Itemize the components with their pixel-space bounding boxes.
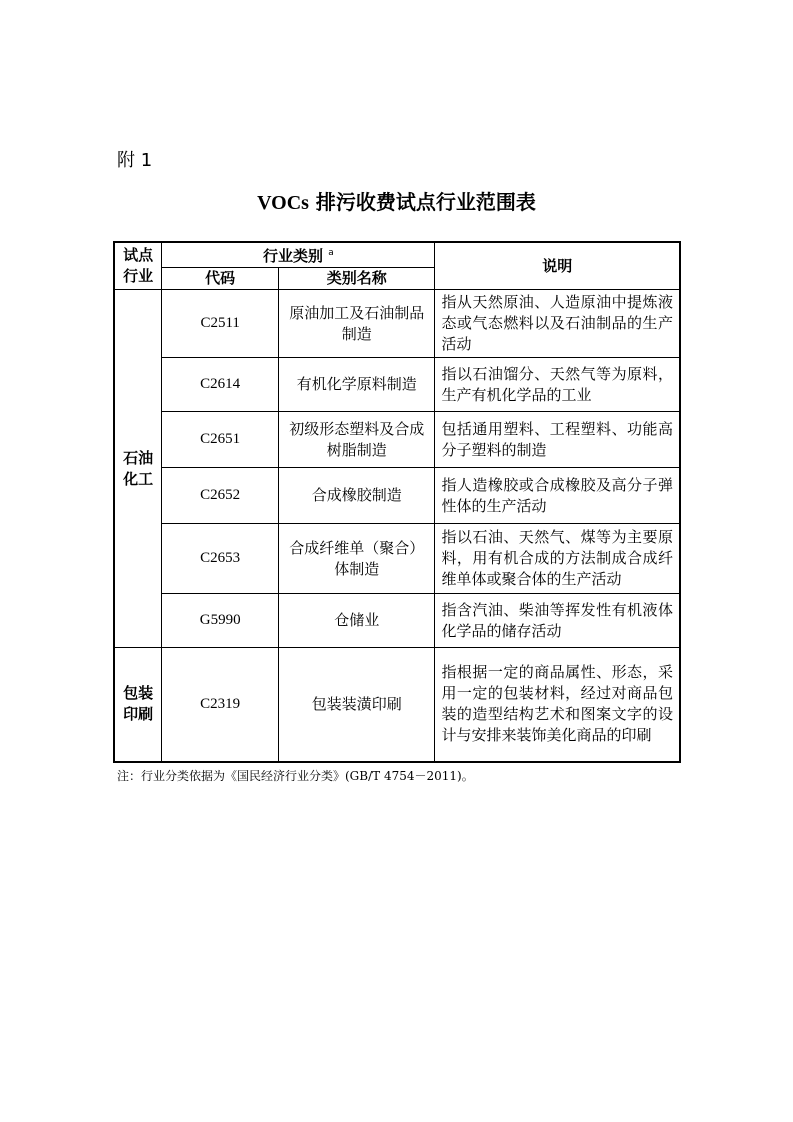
header-category-group-label: 行业类别 [263, 247, 324, 265]
row-name: 有机化学原料制造 [278, 358, 434, 412]
table-row [114, 648, 680, 762]
header-pilot-industry: 试点 行业 [114, 242, 162, 290]
row-description: 指含汽油、柴油等挥发性有机液体化学品的储存活动 [435, 594, 680, 648]
header-description: 说明 [435, 242, 680, 290]
row-description: 指以石油馏分、天然气等为原料，生产有机化学品的工业 [435, 358, 680, 412]
group-label-packaging-printing: 包装 印刷 [114, 648, 162, 762]
row-code: C2614 [162, 358, 279, 412]
document-title [0, 186, 793, 215]
row-name: 原油加工及石油制品制造 [278, 290, 434, 358]
industry-scope-table [113, 241, 681, 763]
row-code: C2652 [162, 468, 279, 524]
row-description: 包括通用塑料、工程塑料、功能高分子塑料的制造 [435, 412, 680, 468]
table-footnote: 注：行业分类依据为《国民经济行业分类》(GB/T 4754－2011)。 [117, 769, 474, 783]
title-latin: VOCs [257, 192, 309, 214]
title-rest: 排污收费试点行业范围表 [308, 190, 536, 214]
row-description: 指人造橡胶或合成橡胶及高分子弹性体的生产活动 [435, 468, 680, 524]
annex-label: 附 1 [117, 150, 153, 171]
row-code: C2651 [162, 412, 279, 468]
header-name: 类别名称 [278, 268, 434, 290]
header-code: 代码 [162, 268, 279, 290]
row-name: 合成橡胶制造 [278, 468, 434, 524]
header-category-group [162, 242, 435, 268]
row-name: 仓储业 [278, 594, 434, 648]
row-code: G5990 [162, 594, 279, 648]
header-footnote-marker: a [328, 248, 334, 258]
row-name: 包装装潢印刷 [278, 648, 434, 762]
table-row [114, 468, 680, 524]
row-description: 指以石油、天然气、煤等为主要原料，用有机合成的方法制成合成纤维单体或聚合体的生产活动 [435, 524, 680, 594]
table-row [114, 290, 680, 358]
row-code: C2319 [162, 648, 279, 762]
table-row [114, 524, 680, 594]
table-row [114, 412, 680, 468]
row-name: 合成纤维单（聚合）体制造 [278, 524, 434, 594]
row-description: 指根据一定的商品属性、形态，采用一定的包装材料，经过对商品包装的造型结构艺术和图案文字的设计与安排来装饰美化商品的印刷 [435, 648, 680, 762]
group-label-petrochemical: 石油 化工 [114, 290, 162, 648]
row-code: C2653 [162, 524, 279, 594]
row-description: 指从天然原油、人造原油中提炼液态或气态燃料以及石油制品的生产活动 [435, 290, 680, 358]
table-row [114, 358, 680, 412]
row-name: 初级形态塑料及合成树脂制造 [278, 412, 434, 468]
row-code: C2511 [162, 290, 279, 358]
table-row [114, 594, 680, 648]
